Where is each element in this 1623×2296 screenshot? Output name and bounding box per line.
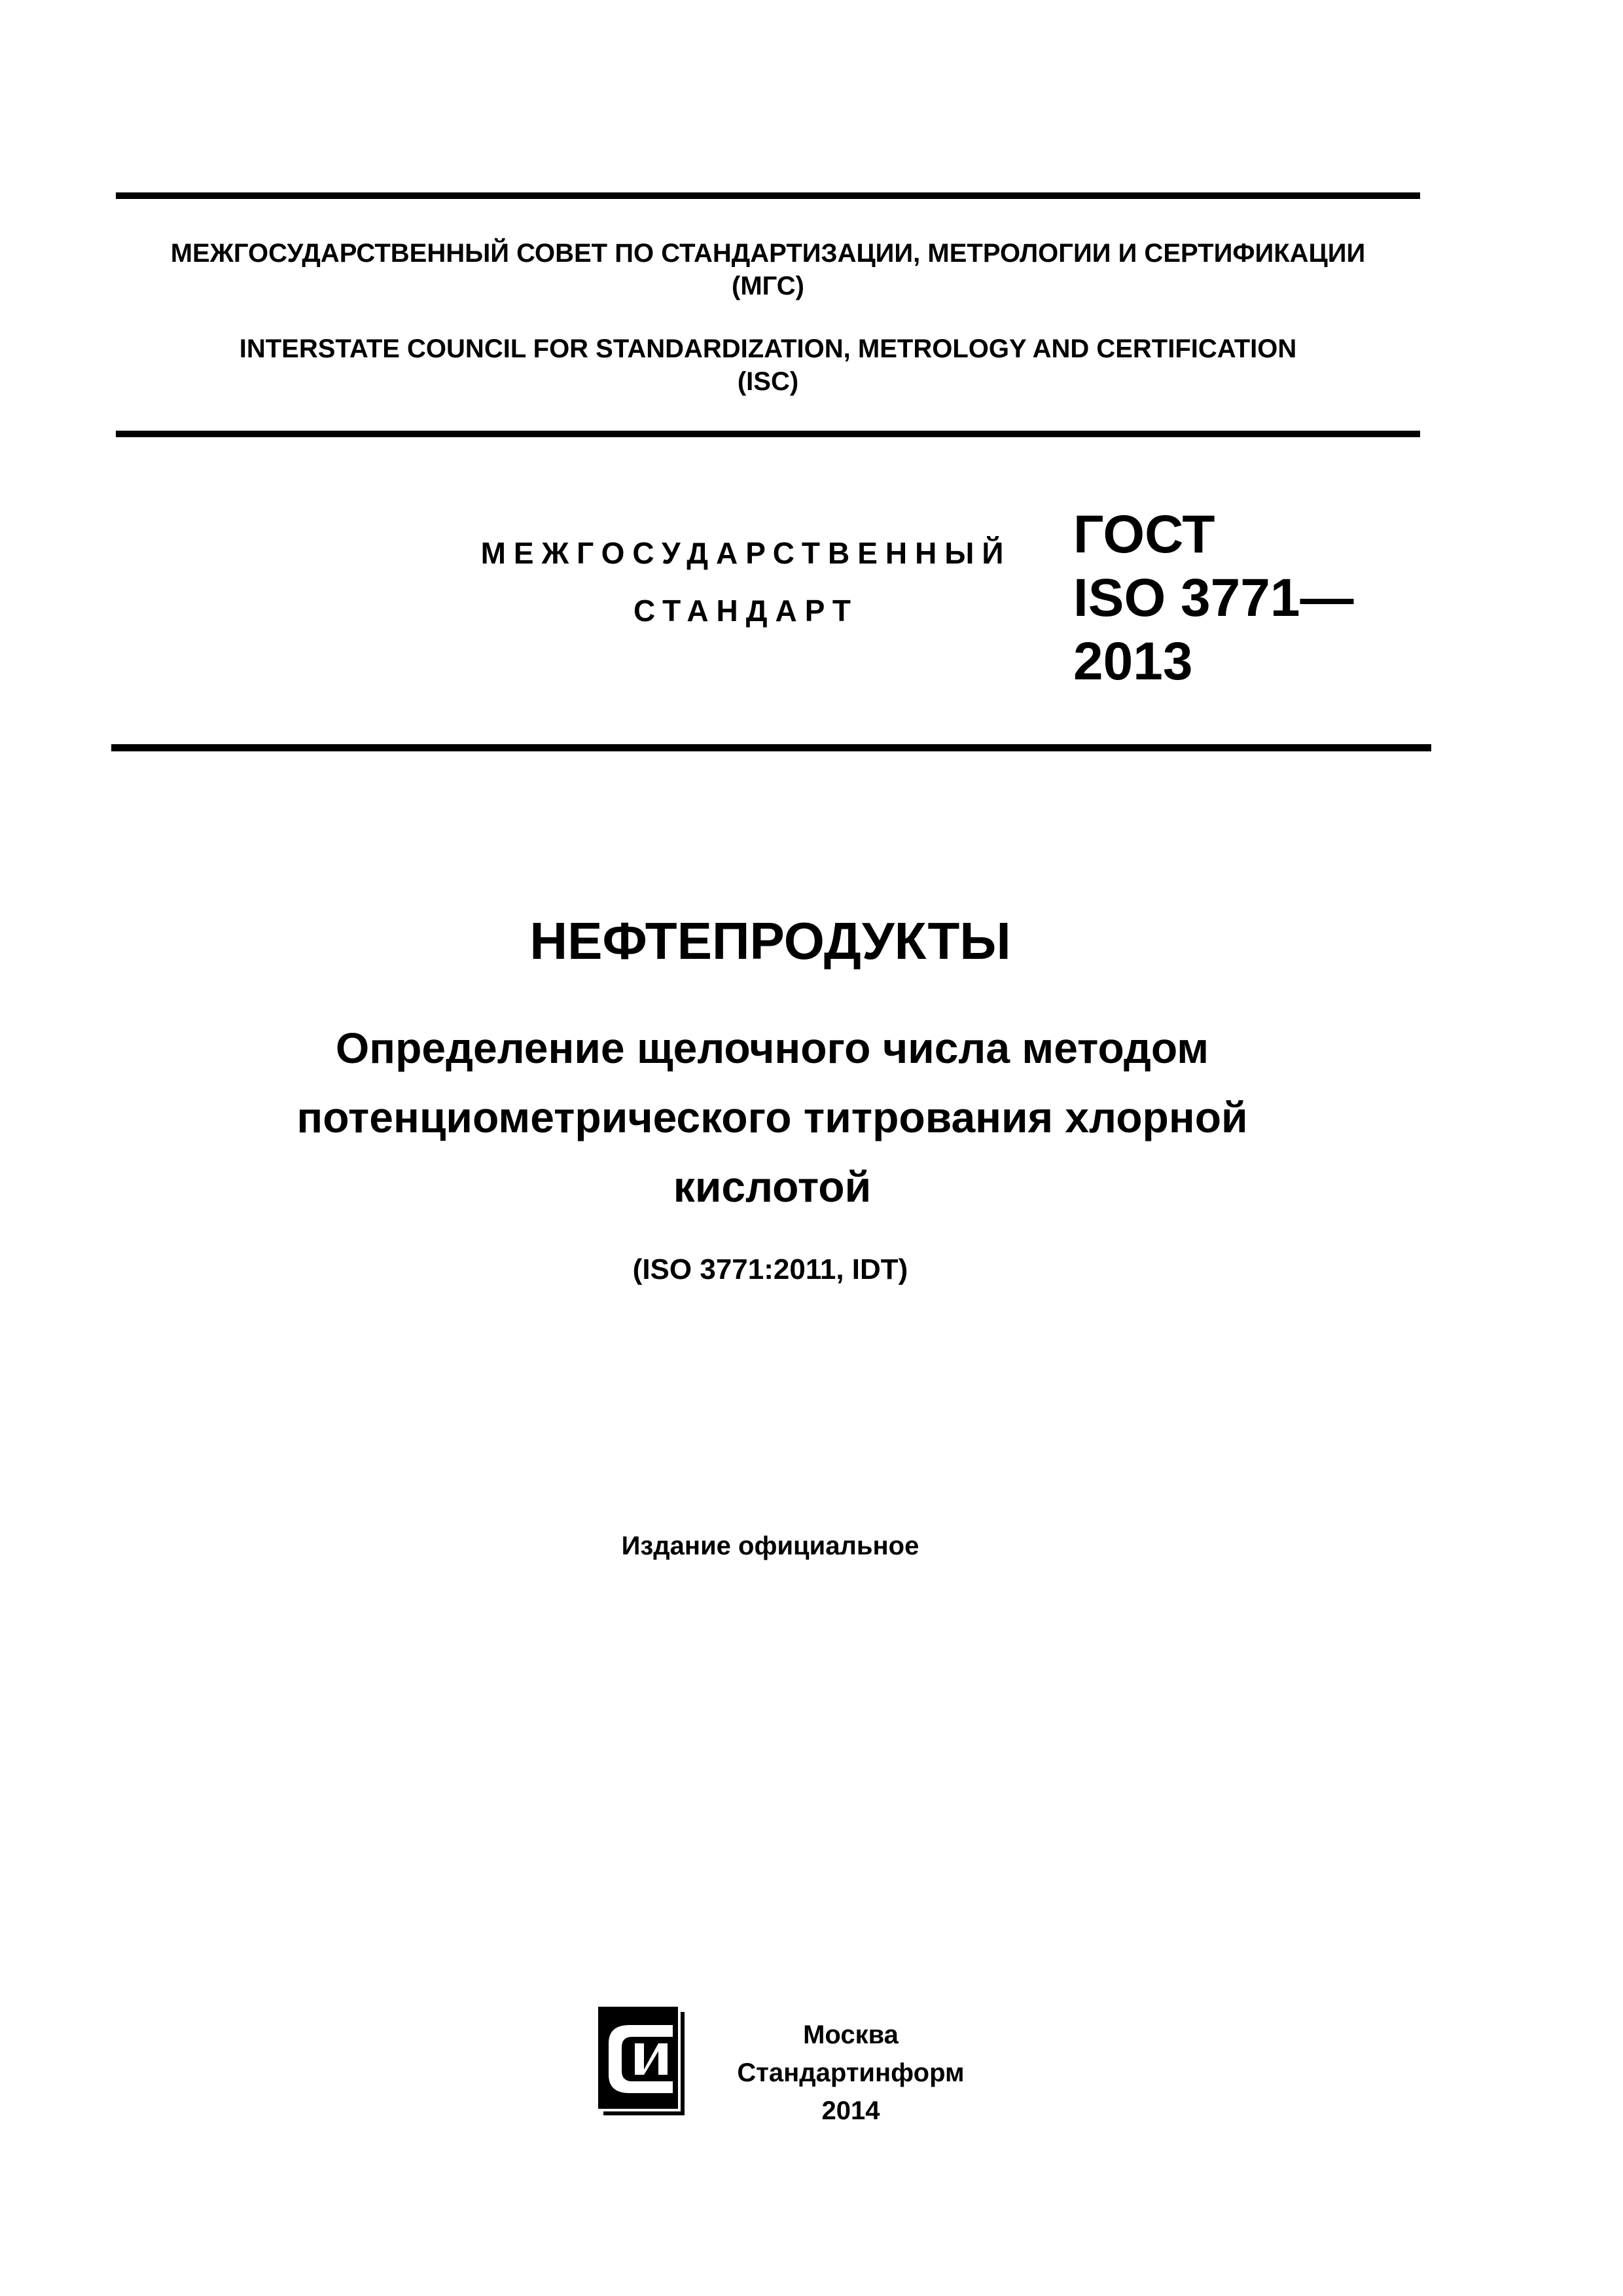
subtitle-line-3: кислотой <box>673 1162 872 1211</box>
standard-type-line-2: СТАНДАРТ <box>633 594 859 628</box>
publisher-city: Москва <box>803 2020 899 2049</box>
publication-year: 2014 <box>821 2096 880 2125</box>
top-rule <box>116 192 1420 199</box>
middle-rule <box>116 431 1420 437</box>
publisher-name: Стандартинформ <box>737 2058 965 2087</box>
standartinform-logo-icon <box>594 2003 687 2121</box>
council-abbr-ru: (МГС) <box>732 272 804 300</box>
standard-type-line-1: МЕЖГОСУДАРСТВЕННЫЙ <box>480 536 1012 570</box>
document-title: НЕФТЕПРОДУКТЫ <box>529 912 1011 970</box>
publisher-block <box>713 2016 988 2130</box>
bottom-rule <box>111 744 1431 751</box>
subtitle-line-1: Определение щелочного числа методом <box>335 1024 1209 1072</box>
council-name-ru-line: МЕЖГОСУДАРСТВЕННЫЙ СОВЕТ ПО СТАНДАРТИЗАЦИИ, МЕТРОЛОГИИ И СЕРТИФИКАЦИИ <box>170 239 1366 268</box>
designation-line-3: 2013 <box>1073 632 1193 691</box>
designation-line-2: ISO 3771— <box>1073 568 1354 628</box>
designation-line-1: ГОСТ <box>1073 505 1215 564</box>
document-subtitle <box>196 1013 1348 1221</box>
standard-designation <box>1073 503 1353 693</box>
edition-note: Издание официальное <box>621 1532 919 1560</box>
iso-reference: (ISO 3771:2011, IDT) <box>632 1253 908 1285</box>
council-name-en <box>116 332 1420 398</box>
subtitle-line-2: потенциометрического титрования хлорной <box>296 1093 1248 1141</box>
council-name-en-line: INTERSTATE COUNCIL FOR STANDARDIZATION, METROLOGY AND CERTIFICATION <box>239 334 1297 363</box>
council-name-ru <box>116 237 1420 302</box>
council-abbr-en: (ISC) <box>737 367 799 396</box>
